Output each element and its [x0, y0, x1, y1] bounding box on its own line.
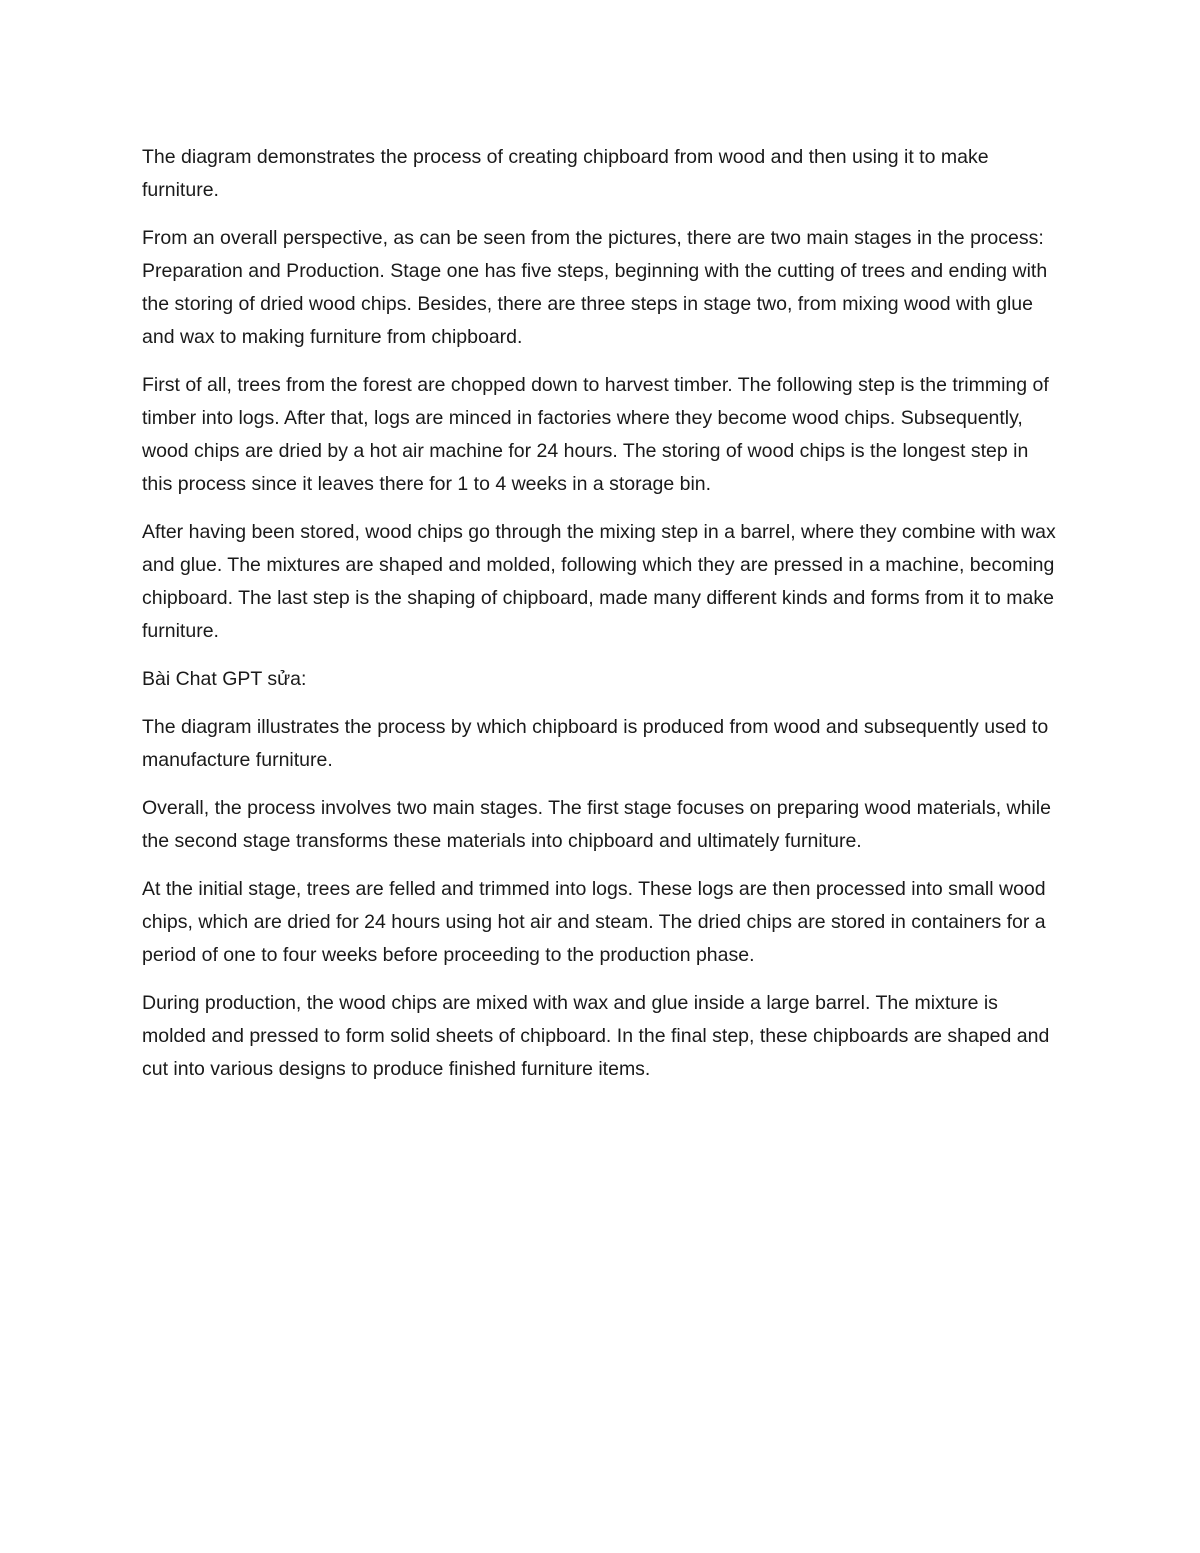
paragraph-stage-two: After having been stored, wood chips go through the mixing step in a barrel, where they combine with wax and glue. The mixtures are shaped and molded, following which they are pressed in a machine, becoming chipboard. The last step is the shaping of chipboard, made many different kinds and forms from it to make furniture. [142, 521, 1056, 642]
paragraph-revised-stage-one: At the initial stage, trees are felled and trimmed into logs. These logs are then processed into small wood chips, which are dried for 24 hours using hot air and steam. The dried chips are stored in containers for a period of one to four weeks before proceeding to the production phase. [142, 878, 1046, 966]
paragraph-revised-overview: Overall, the process involves two main stages. The first stage focuses on preparing wood materials, while the second stage transforms these materials into chipboard and ultimately furniture. [142, 797, 1051, 852]
paragraph-revision-heading: Bài Chat GPT sửa: [142, 668, 307, 690]
paragraph-revised-intro: The diagram illustrates the process by which chipboard is produced from wood and subsequently used to manufacture furniture. [142, 716, 1049, 771]
paragraph-revised-stage-two: During production, the wood chips are mixed with wax and glue inside a large barrel. The mixture is molded and pressed to form solid sheets of chipboard. In the final step, these chipboards are shaped and cut into various designs to produce finished furniture items. [142, 992, 1050, 1080]
paragraph-stage-one: First of all, trees from the forest are chopped down to harvest timber. The following step is the trimming of timber into logs. After that, logs are minced in factories where they become wood chips. Subsequently, wood chips are dried by a hot air machine for 24 hours. The storing of wood chips is the longest step in this process since it leaves there for 1 to 4 weeks in a storage bin. [142, 374, 1049, 495]
paragraph-overview: From an overall perspective, as can be seen from the pictures, there are two main stages in the process: Preparation and Production. Stage one has five steps, beginning with the cutting of trees and ending with the storing of dried wood chips. Besides, there are three steps in stage two, from mixing wood with glue and wax to making furniture from chipboard. [142, 227, 1048, 348]
paragraph-intro: The diagram demonstrates the process of creating chipboard from wood and then using it to make furniture. [142, 146, 989, 201]
document-body [142, 141, 1057, 1101]
